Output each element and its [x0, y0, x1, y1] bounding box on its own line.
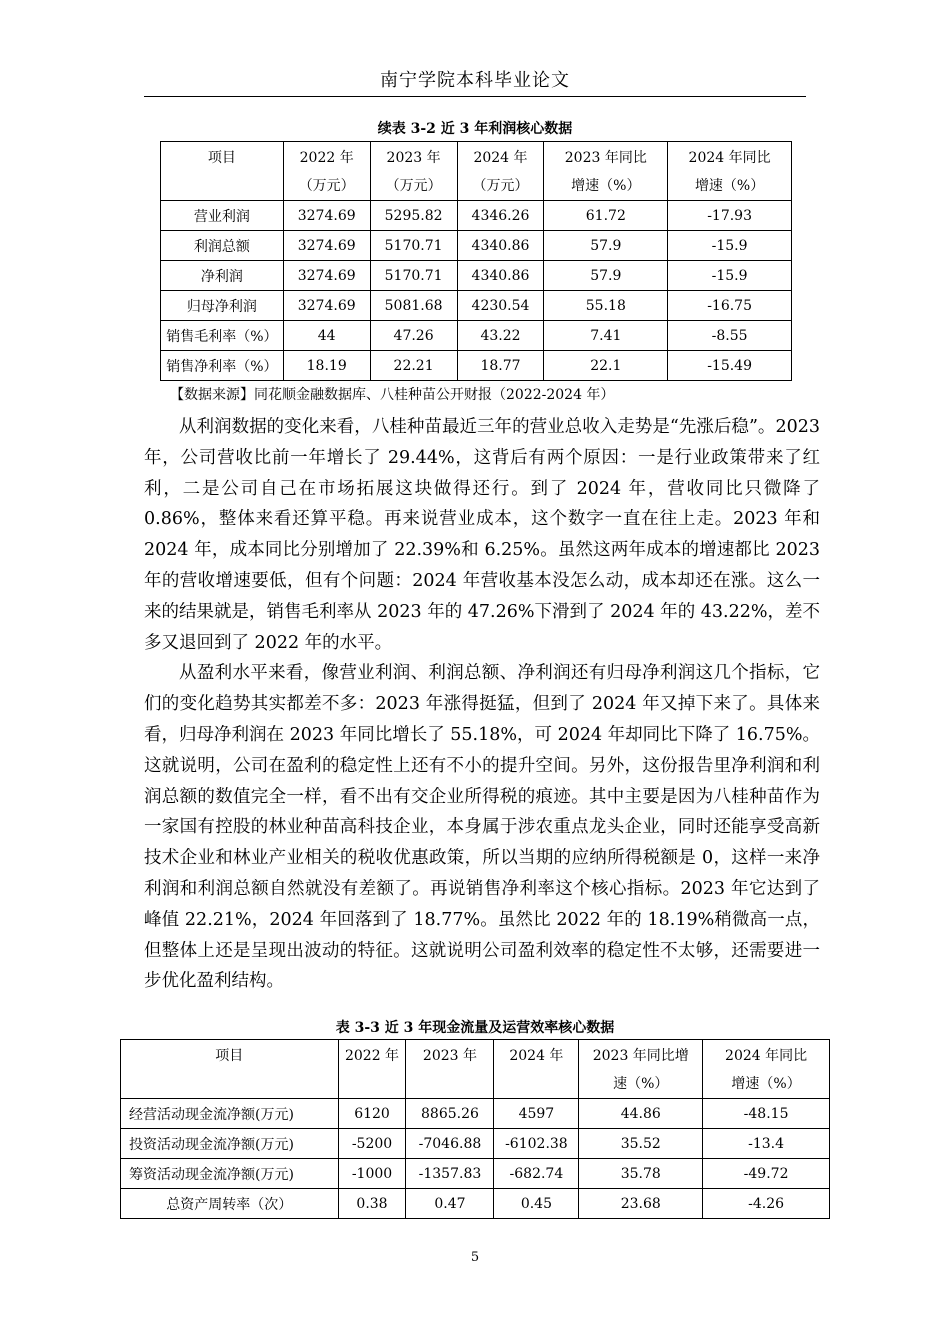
table-cell: 归母净利润: [161, 291, 284, 321]
header-line: 2024 年同比: [725, 1048, 808, 1064]
header-line: 2023 年同比增: [592, 1048, 689, 1064]
table-cell: 3274.69: [283, 201, 370, 231]
table-cell: 4346.26: [457, 201, 544, 231]
profit-table: [160, 141, 792, 381]
table-cell: -17.93: [668, 201, 792, 231]
header-rule: [144, 96, 806, 97]
table-cell: 8865.26: [406, 1099, 494, 1129]
table-cell: 0.47: [406, 1189, 494, 1219]
header-line: 2022 年: [299, 150, 354, 166]
table-cell: 43.22: [457, 321, 544, 351]
table-cell: 利润总额: [161, 231, 284, 261]
table-cell: -16.75: [668, 291, 792, 321]
table-cell: 5295.82: [370, 201, 457, 231]
table-row: [161, 201, 792, 231]
table1-header-2023: [370, 142, 457, 201]
table-cell: 3274.69: [283, 231, 370, 261]
table-cell: 净利润: [161, 261, 284, 291]
table1-header-row: [161, 142, 792, 201]
table-cell: 47.26: [370, 321, 457, 351]
table2-caption: 表 3-3 近 3 年现金流量及运营效率核心数据: [335, 1020, 615, 1036]
table-cell: 总资产周转率（次）: [121, 1189, 339, 1219]
table-cell: 投资活动现金流净额(万元): [121, 1129, 339, 1159]
table-cell: -1000: [338, 1159, 406, 1189]
table-cell: 6120: [338, 1099, 406, 1129]
table-cell: -13.4: [703, 1129, 830, 1159]
table-row: [161, 261, 792, 291]
table-cell: -15.9: [668, 231, 792, 261]
header-line: 2024 年: [473, 150, 528, 166]
table-cell: -682.74: [494, 1159, 579, 1189]
table-cell: 4597: [494, 1099, 579, 1129]
table-cell: 筹资活动现金流净额(万元): [121, 1159, 339, 1189]
header-line: 项目: [207, 150, 236, 166]
table-row: [161, 291, 792, 321]
table2-header-2023-growth: [579, 1040, 703, 1099]
table-cell: 3274.69: [283, 291, 370, 321]
page-header: 南宁学院本科毕业论文: [380, 70, 570, 91]
body-paragraph: 从盈利水平来看，像营业利润、利润总额、净利润还有归母净利润这几个指标，它们的变化趋势其实都差不多：2023 年涨得挺猛，但到了 2024 年又掉下来了。具体来看，归母净利润在 2023 年同比增长了 55.18%，可 2024 年却同比下降了 16.75%。这就说明，公司在盈利的稳定性上还有不小的提升空间。另外，这份报告里净利润和利润总额的数值完全一样，看不出有交企业所得税的痕迹。其中主要是因为八桂种苗作为一家国有控股的林业种苗高科技企业，本身属于涉农重点龙头企业，同时还能享受高新技术企业和林业产业相关的税收优惠政策，所以当期的应纳所得税额是 0，这样一来净利润和利润总额自然就没有差额了。再说销售净利率这个核心指标。2023 年它达到了峰值 22.21%，2024 年回落到了 18.77%。虽然比 2022 年的 18.19%稍微高一点，但整体上还是呈现出波动的特征。这就说明公司盈利效率的稳定性不太够，还需要进一步优化盈利结构。: [144, 663, 820, 992]
table-cell: 0.38: [338, 1189, 406, 1219]
table-row: [161, 231, 792, 261]
header-line: 增速（%）: [694, 178, 765, 194]
table-cell: -5200: [338, 1129, 406, 1159]
table-cell: -15.49: [668, 351, 792, 381]
header-line: 2024 年: [509, 1048, 564, 1064]
table2-header-2022: [338, 1040, 406, 1099]
table-cell: 22.21: [370, 351, 457, 381]
table-row: [121, 1189, 830, 1219]
table-row: [121, 1159, 830, 1189]
table-cell: 营业利润: [161, 201, 284, 231]
table-cell: -15.9: [668, 261, 792, 291]
table-cell: 18.77: [457, 351, 544, 381]
table-cell: 44.86: [579, 1099, 703, 1129]
header-line: 2023 年: [386, 150, 441, 166]
table-cell: -6102.38: [494, 1129, 579, 1159]
table-cell: 5081.68: [370, 291, 457, 321]
table-cell: 4230.54: [457, 291, 544, 321]
table2-header-2023: [406, 1040, 494, 1099]
table2-header-2024-growth: [703, 1040, 830, 1099]
table1-header-2024-growth: [668, 142, 792, 201]
table-row: [121, 1099, 830, 1129]
table-cell: 4340.86: [457, 261, 544, 291]
header-line: 2024 年同比: [688, 150, 771, 166]
header-line: （万元）: [472, 178, 529, 194]
table-cell: 55.18: [544, 291, 668, 321]
header-line: 增速（%）: [571, 178, 641, 194]
table1-caption: 续表 3-2 近 3 年利润核心数据: [377, 121, 573, 137]
table-cell: 5170.71: [370, 261, 457, 291]
table1-header-2022: [283, 142, 370, 201]
table-cell: 44: [283, 321, 370, 351]
table-cell: 销售净利率（%）: [161, 351, 284, 381]
table-cell: 4340.86: [457, 231, 544, 261]
table-cell: -7046.88: [406, 1129, 494, 1159]
table-cell: 57.9: [544, 261, 668, 291]
table-cell: 7.41: [544, 321, 668, 351]
data-source-note: 【数据来源】同花顺金融数据库、八桂种苗公开财报（2022-2024 年）: [170, 387, 615, 403]
header-line: 速（%）: [613, 1076, 669, 1092]
table-cell: 经营活动现金流净额(万元): [121, 1099, 339, 1129]
table-cell: 35.52: [579, 1129, 703, 1159]
table-cell: -1357.83: [406, 1159, 494, 1189]
table-cell: 5170.71: [370, 231, 457, 261]
table-cell: 销售毛利率（%）: [161, 321, 284, 351]
table1-header-2024: [457, 142, 544, 201]
table-cell: 3274.69: [283, 261, 370, 291]
table-cell: 18.19: [283, 351, 370, 381]
header-line: 2023 年同比: [564, 150, 647, 166]
table-cell: -49.72: [703, 1159, 830, 1189]
header-line: 2022 年: [344, 1048, 400, 1064]
page-number: 5: [470, 1250, 480, 1265]
table-cell: -8.55: [668, 321, 792, 351]
table-cell: 23.68: [579, 1189, 703, 1219]
table-cell: 22.1: [544, 351, 668, 381]
header-line: 项目: [215, 1048, 244, 1064]
header-line: （万元）: [298, 178, 355, 194]
table-cell: 35.78: [579, 1159, 703, 1189]
table-row: [121, 1129, 830, 1159]
table-cell: 57.9: [544, 231, 668, 261]
table-cell: 0.45: [494, 1189, 579, 1219]
table2-header-2024: [494, 1040, 579, 1099]
table-cell: -48.15: [703, 1099, 830, 1129]
body-paragraph: 从利润数据的变化来看，八桂种苗最近三年的营业总收入走势是“先涨后稳”。2023 年，公司营收比前一年增长了 29.44%，这背后有两个原因：一是行业政策带来了红利，二是公司自己在市场拓展这块做得还行。到了 2024 年，营收同比只微降了 0.86%，整体来看还算平稳。再来说营业成本，这个数字一直在往上走。2023 年和 2024 年，成本同比分别增加了 22.39%和 6.25%。虽然这两年成本的增速都比 2023 年的营收增速要低，但有个问题：2024 年营收基本没怎么动，成本却还在涨。这么一来的结果就是，销售毛利率从 2023 年的 47.26%下滑到了 2024 年的 43.22%，差不多又退回到了 2022 年的水平。: [144, 417, 820, 653]
table-row: [161, 351, 792, 381]
table1-header-item: [161, 142, 284, 201]
body-text: [144, 412, 820, 997]
table1-header-2023-growth: [544, 142, 668, 201]
header-line: （万元）: [385, 178, 442, 194]
table2-header-item: [121, 1040, 339, 1099]
table-row: [161, 321, 792, 351]
cashflow-table: [120, 1039, 830, 1219]
table-cell: -4.26: [703, 1189, 830, 1219]
header-line: 增速（%）: [731, 1076, 801, 1092]
table-cell: 61.72: [544, 201, 668, 231]
table2-header-row: [121, 1040, 830, 1099]
header-line: 2023 年: [422, 1048, 477, 1064]
